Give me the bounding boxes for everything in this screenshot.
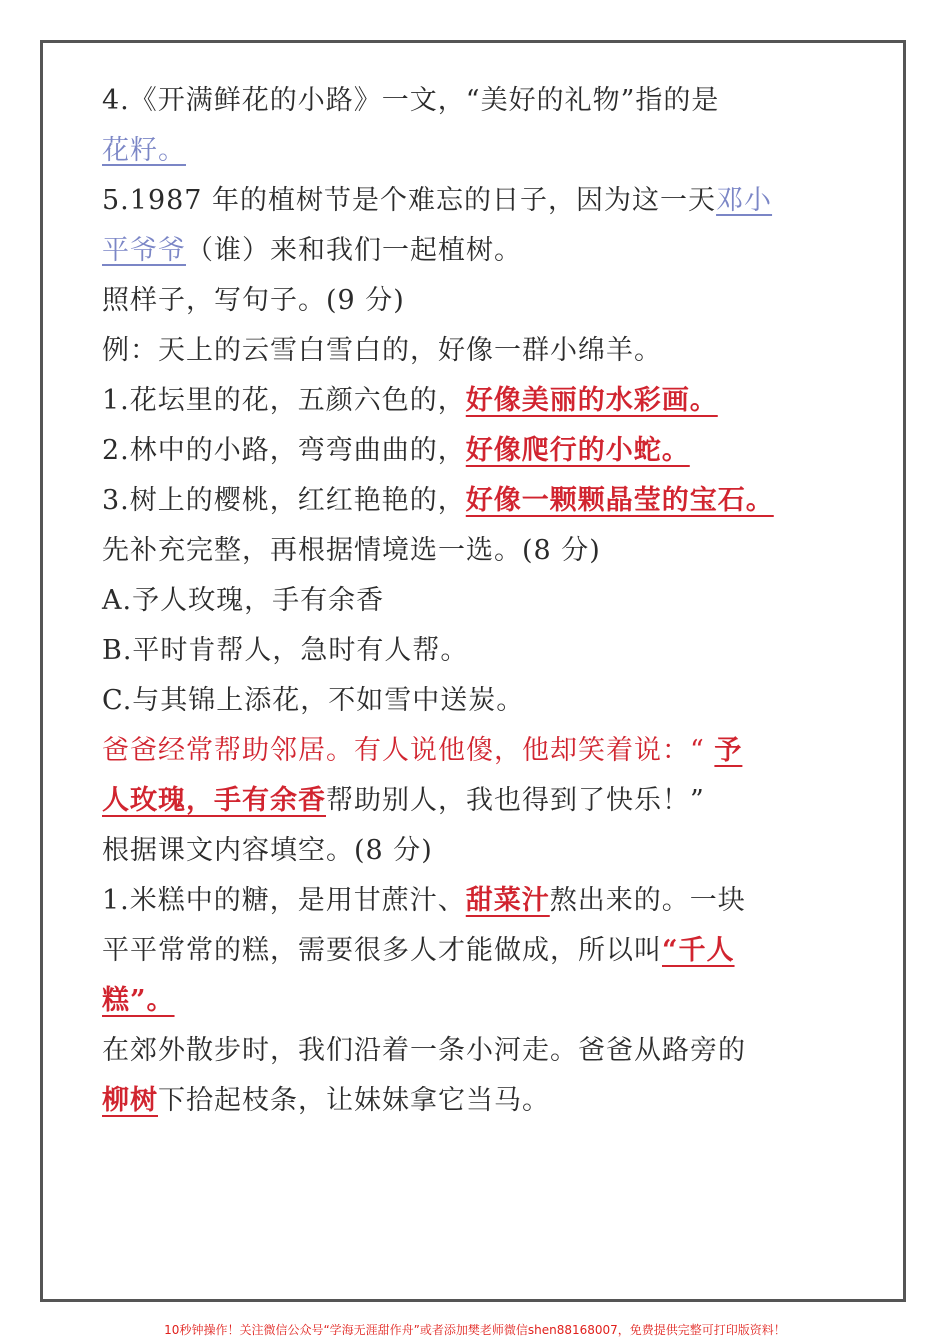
example-sentence: [102, 326, 772, 376]
answer-flower-seeds: 花籽。: [102, 135, 186, 166]
answer-deng-part2: 平爷爷: [102, 235, 186, 266]
question-5-text: 5.1987 年的植树节是个难忘的日子，因为这一天: [102, 185, 717, 216]
scenario: [102, 726, 772, 776]
fill-1-cont-text: 平平常常的糕，需要很多人才能做成，所以叫: [102, 935, 662, 966]
fill-2-cont: [102, 1076, 772, 1126]
fill-2-tail: 下拾起枝条，让妹妹拿它当马。: [158, 1085, 550, 1116]
scenario-answer-part2: 人玫瑰，手有余香: [102, 785, 326, 816]
question-5-tail: （谁）来和我们一起植树。: [186, 235, 522, 266]
worksheet-content: [102, 76, 772, 1126]
section-heading-choose: [102, 526, 772, 576]
section-heading-imitate: [102, 276, 772, 326]
fill-2-text: 在郊外散步时，我们沿着一条小河走。爸爸从路旁的: [102, 1035, 746, 1066]
scenario-answer-part1: 予: [714, 735, 743, 766]
imitate-2-prompt: 2.林中的小路，弯弯曲曲的，: [102, 435, 466, 466]
example-text: 例：天上的云雪白雪白的，好像一群小绵羊。: [102, 335, 662, 366]
section-heading-fill: [102, 826, 772, 876]
footer-promo: 10秒钟操作！关注微信公众号“学海无涯甜作舟”或者添加樊老师微信shen88168007，免费提供完整可打印版资料！: [164, 1323, 786, 1337]
scenario-tail: 帮助别人，我也得到了快乐！”: [326, 785, 705, 816]
fill-2-answer-part1: “千人: [662, 935, 735, 966]
imitate-2-answer: 好像爬行的小蛇。: [465, 435, 690, 466]
option-c: [102, 676, 772, 726]
fill-1-answer: 甜菜汁: [465, 885, 550, 916]
scenario-text: 爸爸经常帮助邻居。有人说他傻，他却笑着说：“: [102, 735, 715, 766]
option-a-text: A.予人玫瑰，手有余香: [102, 585, 385, 616]
imitate-3-prompt: 3.树上的樱桃，红红艳艳的，: [102, 485, 466, 516]
heading-text: 先补充完整，再根据情境选一选。(8 分): [102, 535, 601, 566]
fill-1-cont: [102, 926, 772, 976]
fill-1-cont2: [102, 976, 772, 1026]
fill-2-answer-part2: 糕”。: [102, 985, 175, 1016]
fill-1: [102, 876, 772, 926]
imitate-1-prompt: 1.花坛里的花，五颜六色的，: [102, 385, 466, 416]
fill-1-tail: 熬出来的。一块: [549, 885, 746, 916]
imitate-2: [102, 426, 772, 476]
imitate-3-answer: 好像一颗颗晶莹的宝石。: [465, 485, 774, 516]
question-4-answer-line: [102, 126, 772, 176]
answer-deng-part1: 邓小: [716, 185, 773, 216]
option-c-text: C.与其锦上添花，不如雪中送炭。: [102, 685, 525, 716]
option-b: [102, 626, 772, 676]
question-4: [102, 76, 772, 126]
question-5-cont: [102, 226, 772, 276]
option-b-text: B.平时肯帮人，急时有人帮。: [102, 635, 469, 666]
imitate-1: [102, 376, 772, 426]
fill-2: [102, 1026, 772, 1076]
scenario-cont: [102, 776, 772, 826]
question-5: [102, 176, 772, 226]
fill-1-prompt: 1.米糕中的糖，是用甘蔗汁、: [102, 885, 466, 916]
option-a: [102, 576, 772, 626]
heading-text: 根据课文内容填空。(8 分): [102, 835, 433, 866]
question-4-text: 4.《开满鲜花的小路》一文，“美好的礼物”指的是: [102, 85, 720, 116]
fill-3-answer: 柳树: [102, 1085, 158, 1116]
imitate-3: [102, 476, 772, 526]
imitate-1-answer: 好像美丽的水彩画。: [465, 385, 718, 416]
heading-text: 照样子，写句子。(9 分): [102, 285, 405, 316]
